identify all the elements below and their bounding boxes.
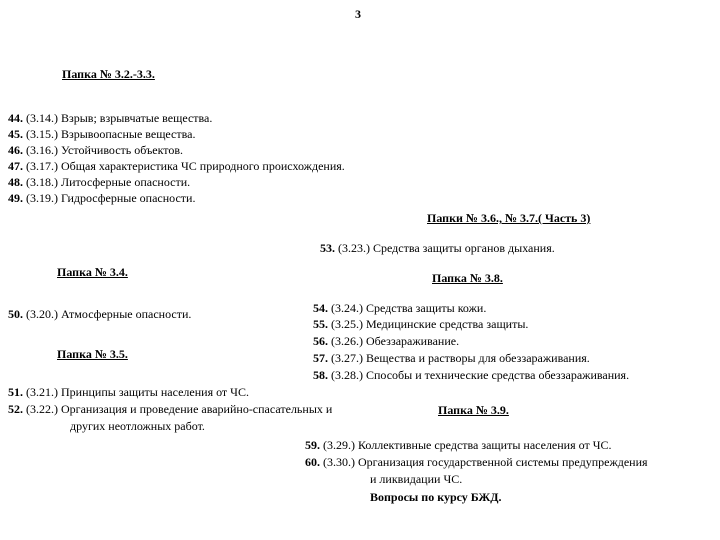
question-44: 44. (3.14.) Взрыв; взрывчатые вещества. <box>8 111 213 125</box>
page-number: 3 <box>355 7 361 21</box>
course-footer: Вопросы по курсу БЖД. <box>370 490 502 504</box>
question-50: 50. (3.20.) Атмосферные опасности. <box>8 307 192 321</box>
question-53: 53. (3.23.) Средства защиты органов дыхания. <box>320 241 555 255</box>
question-45: 45. (3.15.) Взрывоопасные вещества. <box>8 127 196 141</box>
folder-heading-3-6-3-7: Папки № 3.6., № 3.7.( Часть 3) <box>427 211 591 225</box>
question-58: 58. (3.28.) Способы и технические средства обеззараживания. <box>313 368 630 382</box>
question-55: 55. (3.25.) Медицинские средства защиты. <box>313 317 529 331</box>
question-48: 48. (3.18.) Литосферные опасности. <box>8 175 191 189</box>
question-56: 56. (3.26.) Обеззараживание. <box>313 334 460 348</box>
question-60-continuation: и ликвидации ЧС. <box>370 472 463 486</box>
question-49: 49. (3.19.) Гидросферные опасности. <box>8 191 196 205</box>
question-46: 46. (3.16.) Устойчивость объектов. <box>8 143 184 157</box>
question-51: 51. (3.21.) Принципы защиты населения от ЧС. <box>8 385 249 399</box>
folder-heading-3-4: Папка № 3.4. <box>57 265 128 279</box>
question-47: 47. (3.17.) Общая характеристика ЧС природного происхождения. <box>8 159 345 173</box>
question-57: 57. (3.27.) Вещества и растворы для обеззараживания. <box>313 351 590 365</box>
question-54: 54. (3.24.) Средства защиты кожи. <box>313 301 487 315</box>
folder-heading-3-5: Папка № 3.5. <box>57 347 128 361</box>
folder-heading-3-9: Папка № 3.9. <box>438 403 509 417</box>
question-52-continuation: других неотложных работ. <box>70 419 205 433</box>
question-59: 59. (3.29.) Коллективные средства защиты населения от ЧС. <box>305 438 612 452</box>
folder-heading-3-8: Папка № 3.8. <box>432 271 503 285</box>
question-52: 52. (3.22.) Организация и проведение аварийно-спасательных и <box>8 402 333 416</box>
folder-heading-3-2-3-3: Папка № 3.2.-3.3. <box>62 67 155 81</box>
question-60: 60. (3.30.) Организация государственной системы предупреждения <box>305 455 648 469</box>
